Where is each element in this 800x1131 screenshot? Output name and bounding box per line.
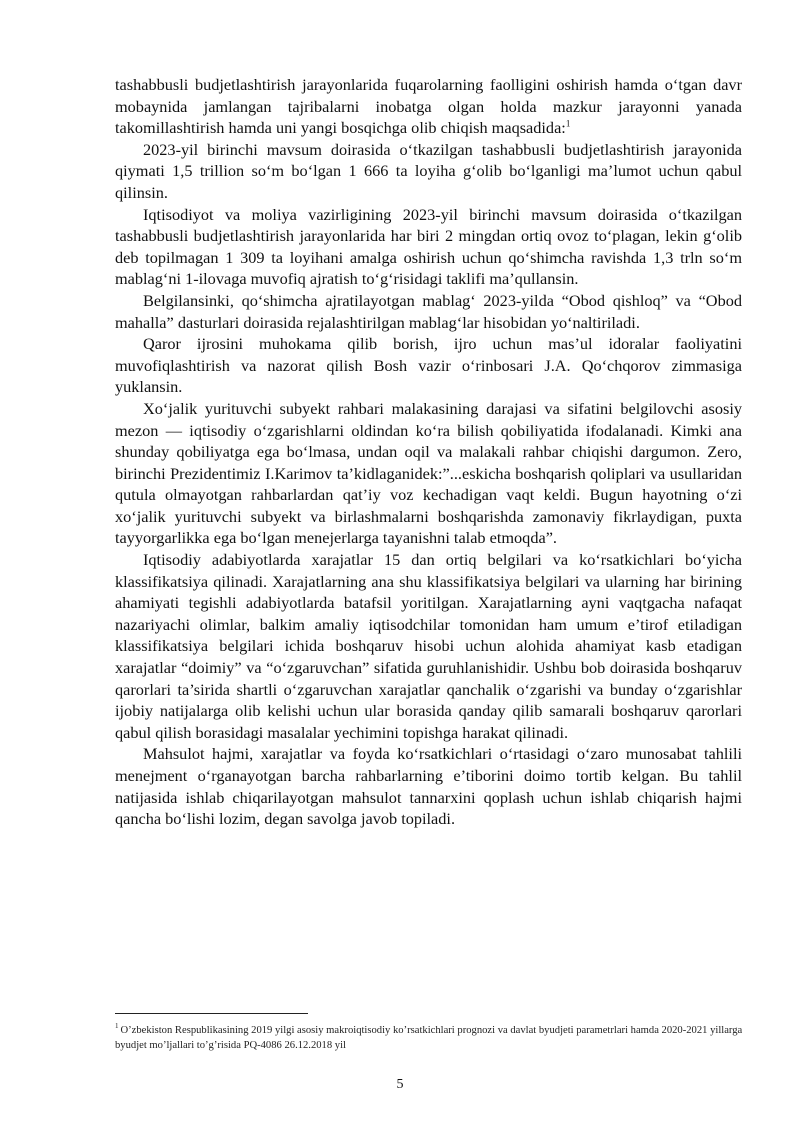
footnote-separator — [115, 1013, 308, 1014]
page-number: 5 — [396, 1077, 404, 1092]
paragraph: Iqtisodiy adabiyotlarda xarajatlar 15 dan ortiq belgilari va ko‘rsatkichlari bo‘yicha klassifikatsiya qilinadi. Xarajatlarning ana shu klassifikatsiya belgilari va ularning har birining ahamiyati tegishli adabiyotlarda batafsil yoritilgan. Xarajatlarning ayni vaqtgacha nafaqat nazariyachi olimlar, balkim amaliy iqtisodchilar tomonidan ham umum e’tirof etiladigan klassifikatsiya belgilari ichida boshqaruv hisobi uchun alohida ahamiyat kasb etadigan xarajatlar “doimiy” va “o‘zgaruvchan” sifatida guruhlanishidir. Ushbu bob doirasida boshqaruv qarorlari ta’sirida shartli o‘zgaruvchan xarajatlar qanchalik o‘zgarishi va bunday o‘zgarishlar ijobiy natijalarga olib kelishi uchun ular borasida qanday qilib samarali boshqaruv qarorlari qabul qilish borasidagi masalalar yechimini topishga harakat qilinadi. — [115, 550, 742, 742]
paragraph: Qaror ijrosini muhokama qilib borish, ijro uchun mas’ul idoralar faoliyatini muvofiqlashtirish va nazorat qilish Bosh vazir o‘rinbosari J.A. Qo‘chqorov zimmasiga yuklansin. — [115, 334, 742, 397]
paragraph: Mahsulot hajmi, xarajatlar va foyda ko‘rsatkichlari o‘rtasidagi o‘zaro munosabat tahlili menejment o‘rganayotgan barcha rahbarlarning e’tiborini doimo tortib kelgan. Bu tahlil natijasida ishlab chiqarilayotgan mahsulot tannarxini qoplash uchun ishlab chiqarish hajmi qancha bo‘lishi lozim, degan savolga javob topiladi. — [115, 744, 742, 829]
footnote-reference[interactable]: 1 — [565, 118, 571, 129]
footnote-text: O’zbekiston Respublikasining 2019 yilgi asosiy makroiqtisodiy ko’rsatkichlari prognozi va davlat byudjeti parametrlari hamda 2020-2021 yillarga byudjet mo’ljallari to’g’risida PQ-4086 26.12.2018 yil — [115, 1025, 743, 1051]
paragraph — [115, 74, 742, 139]
paragraph: Xo‘jalik yurituvchi subyekt rahbari malakasining darajasi va sifatini belgilovchi asosiy mezon — iqtisodiy o‘zgarishlarni oldindan ko‘ra bilish qobiliyatida ifodalanadi. Kimki ana shunday qobiliyatga ega bo‘lmasa, undan oqil va malakali rahbar chiqishi dargumon. Zero, birinchi Prezidentimiz I.Karimov ta’kidlaganidek:”...eskicha boshqarish qoliplari va usullaridan qutula olmayotgan rahbarlardan qat’iy voz kechadigan vaqt keldi. Bugun hayotning o‘zi xo‘jalik yurituvchi subyekt va birlashmalarni boshqarishda zamonaviy fikrlaydigan, puxta tayyorgarlikka ega bo‘lgan menejerlarga tayanishni talab etmoqda”. — [115, 398, 742, 548]
paragraph-text: tashabbusli budjetlashtirish jarayonlarida fuqarolarning faolligini oshirish hamda o‘tgan davr mobaynida jamlangan tajribalarni inobatga olgan holda mazkur jarayonni yanada takomillashtirish hamda uni yangi bosqichga olib chiqish maqsadida: — [115, 75, 742, 138]
footnote — [115, 1023, 745, 1053]
footnote-mark: 1 — [115, 1022, 119, 1031]
paragraph: Belgilansinki, qo‘shimcha ajratilayotgan mablag‘ 2023-yilda “Obod qishloq” va “Obod mahalla” dasturlari doirasida rejalashtirilgan mablag‘lar hisobidan yo‘naltiriladi. — [115, 290, 742, 332]
document-body — [115, 74, 742, 830]
paragraph: 2023-yil birinchi mavsum doirasida o‘tkazilgan tashabbusli budjetlashtirish jarayonida qiymati 1,5 trillion so‘m bo‘lgan 1 666 ta loyiha g‘olib bo‘lganligi ma’lumot uchun qabul qilinsin. — [115, 139, 742, 202]
paragraph: Iqtisodiyot va moliya vazirligining 2023-yil birinchi mavsum doirasida o‘tkazilgan tashabbusli budjetlashtirish jarayonlarida har biri 2 mingdan ortiq ovoz to‘plagan, lekin g‘olib deb topilmagan 1 309 ta loyihani amalga oshirish uchun qo‘shimcha ravishda 1,3 trln so‘m mablag‘ni 1-ilovaga muvofiq ajratish to‘g‘risidagi taklifi ma’qullansin. — [115, 204, 742, 289]
